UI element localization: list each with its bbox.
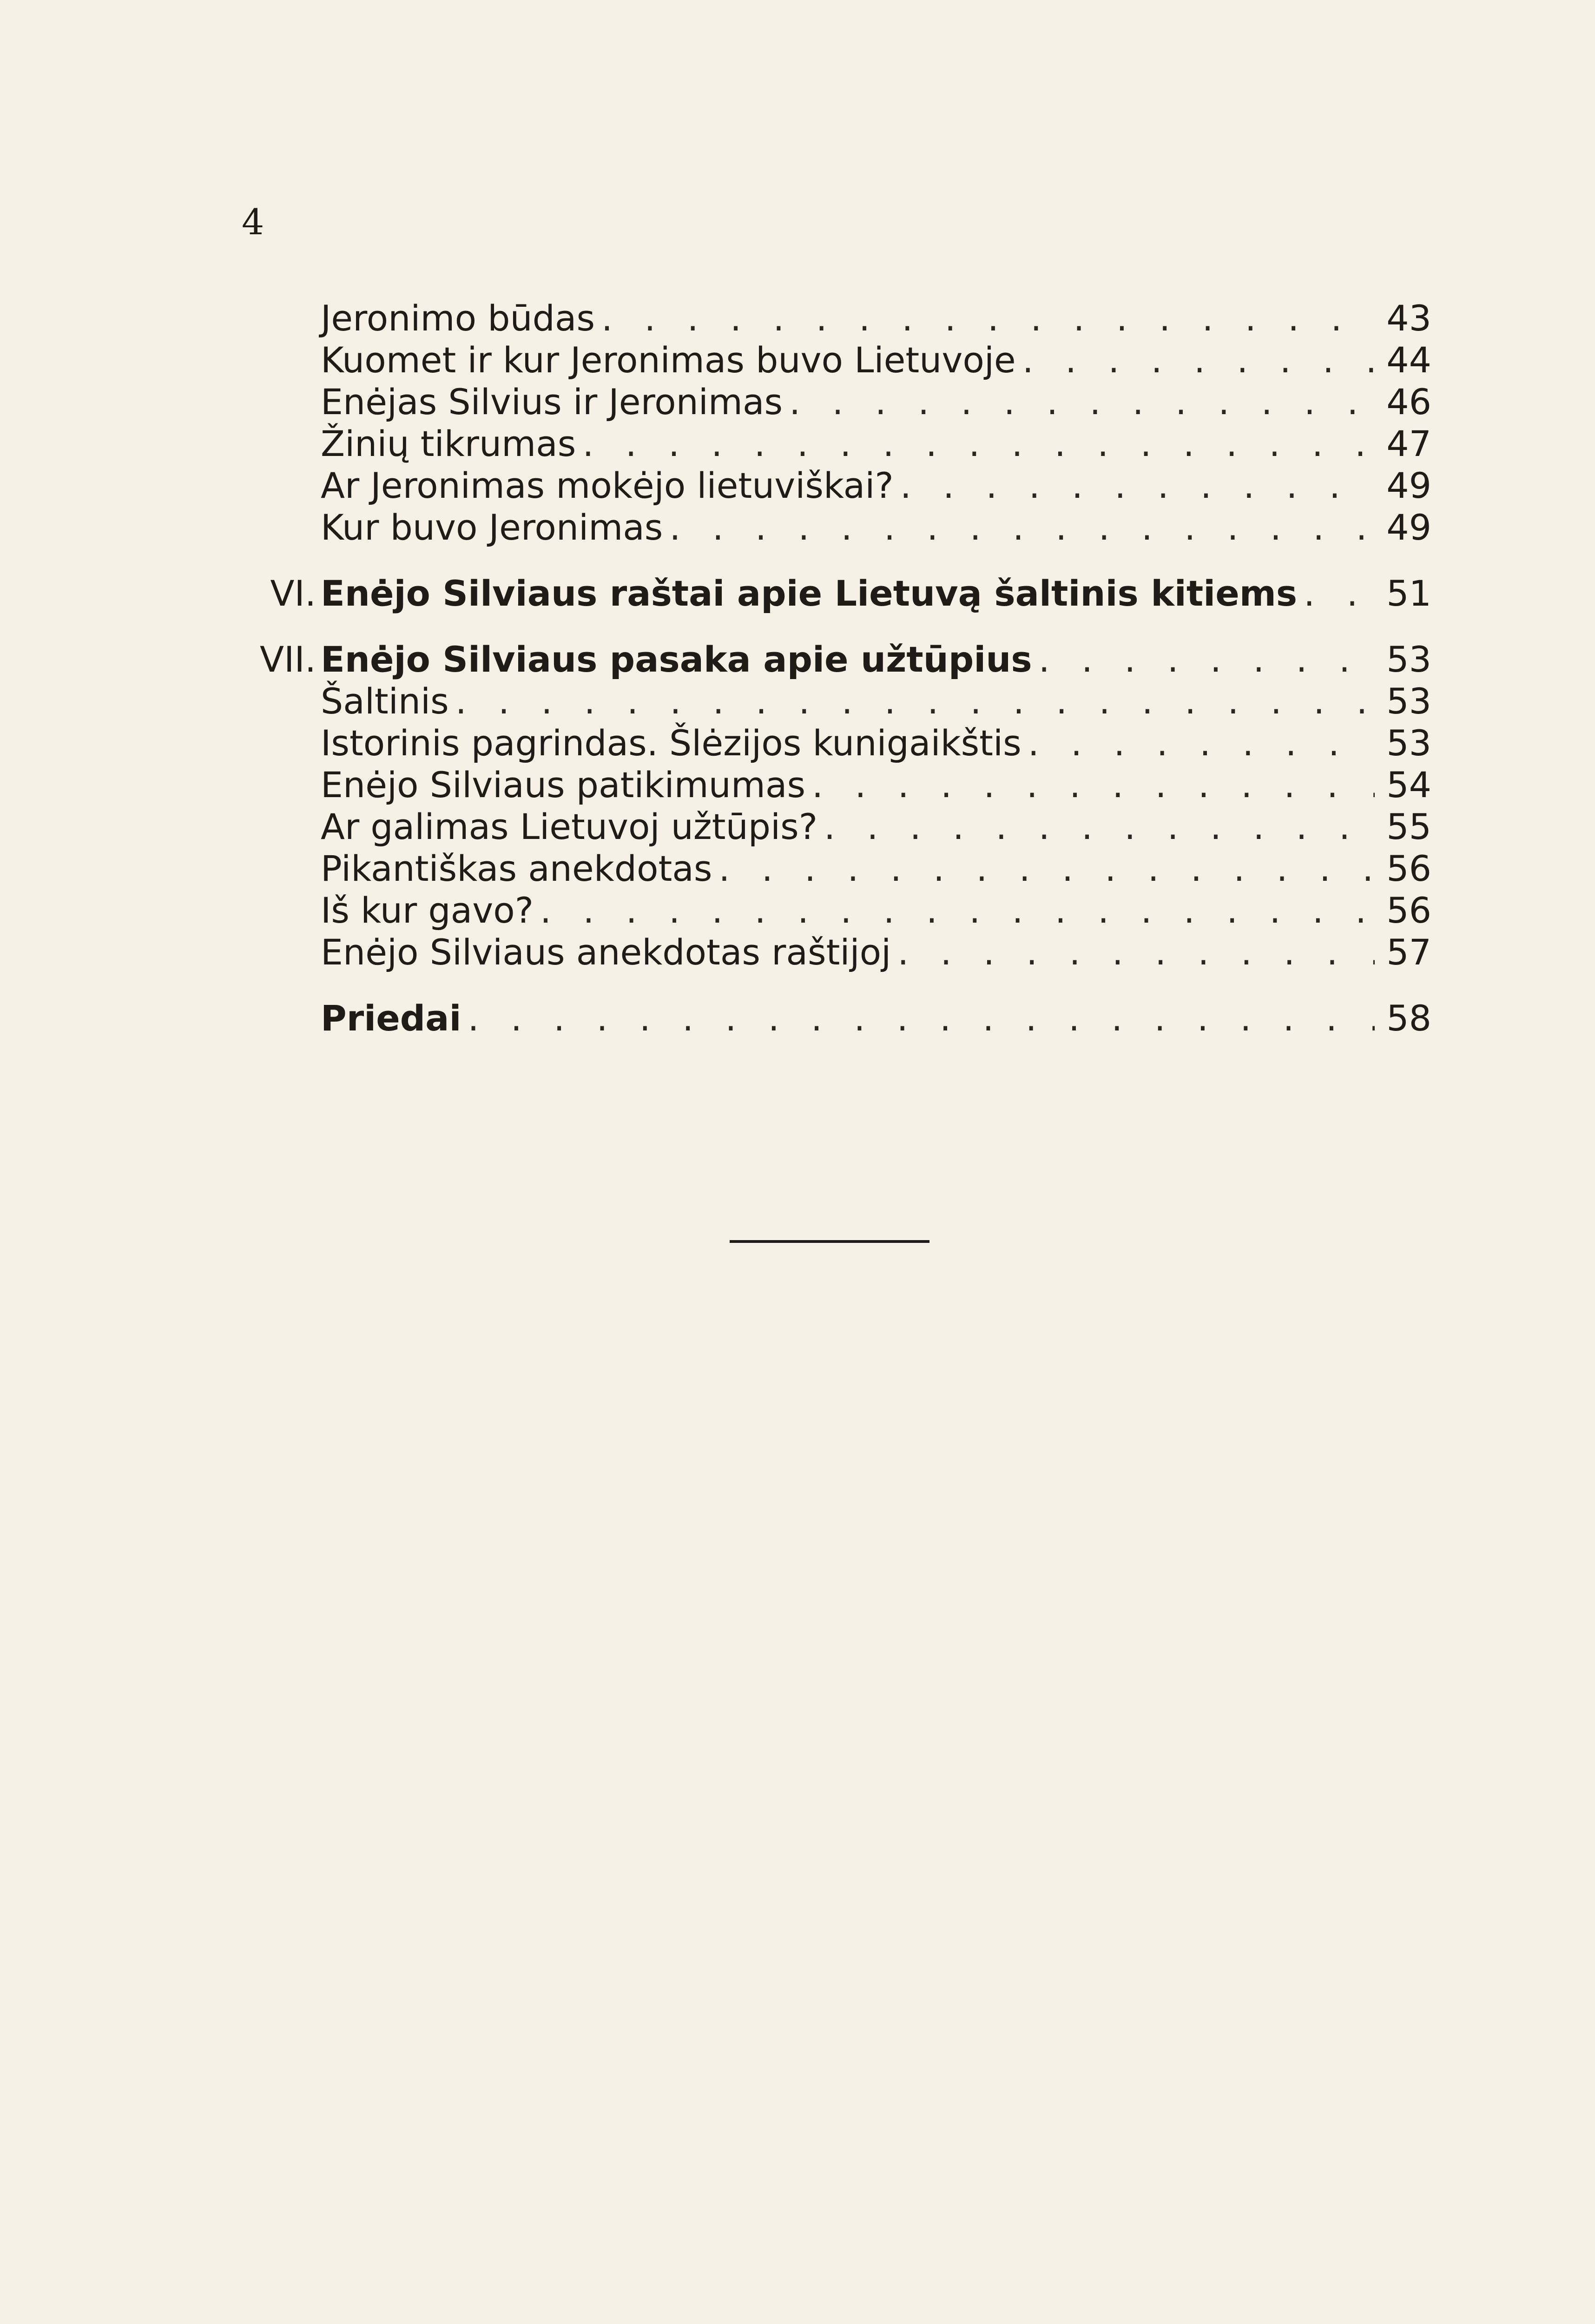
toc-entry-title: Ar Jeronimas mokėjo lietuviškai? — [321, 465, 894, 506]
dot-leader — [897, 931, 1375, 973]
toc-entry-page: 46 — [1386, 381, 1431, 423]
toc-entry-numeral: VI. — [270, 573, 316, 614]
toc-entry-page: 58 — [1386, 997, 1431, 1039]
toc-entry-numeral: VII. — [260, 639, 316, 680]
toc-appendix-entry — [232, 997, 1431, 1039]
toc-entry — [232, 423, 1431, 465]
page-number: 4 — [242, 201, 264, 243]
toc-entry — [232, 764, 1431, 806]
toc-entry — [232, 465, 1431, 507]
dot-leader — [789, 381, 1375, 423]
toc-entry — [232, 381, 1431, 423]
toc-entry-page: 53 — [1386, 722, 1431, 764]
dot-leader — [900, 465, 1375, 506]
toc-entry-title: Žinių tikrumas — [321, 423, 576, 464]
dot-leader — [718, 848, 1375, 889]
toc-chapter-entry — [232, 573, 1431, 614]
toc-entry-page: 47 — [1386, 423, 1431, 464]
toc-entry-title: Kuomet ir kur Jeronimas buvo Lietuvoje — [321, 339, 1016, 381]
toc-entry-page: 51 — [1386, 573, 1431, 614]
toc-entry-page: 53 — [1386, 680, 1431, 722]
toc-entry-page: 49 — [1386, 507, 1431, 548]
dot-leader — [582, 423, 1375, 464]
dot-leader — [455, 680, 1375, 722]
toc-entry-page: 56 — [1386, 890, 1431, 931]
toc-entry-title: Enėjo Silviaus anekdotas raštijoj — [321, 931, 891, 973]
dot-leader — [1028, 722, 1375, 764]
toc-entry — [232, 297, 1431, 339]
end-rule — [730, 1240, 929, 1243]
toc-entry-title: Enėjo Silviaus patikimumas — [321, 764, 806, 805]
toc-entry-title: Istorinis pagrindas. Šlėzijos kunigaikštis — [321, 722, 1022, 764]
toc-entry — [232, 507, 1431, 548]
toc-entry — [232, 680, 1431, 722]
dot-leader — [1022, 339, 1375, 381]
dot-leader — [1039, 639, 1375, 680]
toc-entry-page: 43 — [1386, 297, 1431, 339]
toc-entry-title: Kur buvo Jeronimas — [321, 507, 663, 548]
dot-leader — [540, 890, 1375, 931]
dot-leader — [824, 806, 1375, 847]
toc-entry-title: Jeronimo būdas — [321, 297, 595, 339]
toc-entry-title: Enėjo Silviaus pasaka apie užtūpius — [321, 639, 1032, 680]
toc-chapter-entry — [232, 639, 1431, 680]
toc-entry — [232, 848, 1431, 890]
toc-entry-page: 55 — [1386, 806, 1431, 847]
toc-entry — [232, 931, 1431, 973]
toc-entry-page: 53 — [1386, 639, 1431, 680]
toc-entry-page: 56 — [1386, 848, 1431, 889]
toc-entry — [232, 339, 1431, 381]
dot-leader — [669, 507, 1375, 548]
dot-leader — [468, 997, 1375, 1039]
dot-leader — [601, 297, 1375, 339]
toc-entry-title: Priedai — [321, 997, 461, 1039]
toc-entry-title: Enėjas Silvius ir Jeronimas — [321, 381, 783, 423]
table-of-contents — [232, 297, 1431, 1039]
toc-entry — [232, 722, 1431, 764]
toc-entry-title: Šaltinis — [321, 680, 449, 722]
toc-entry-page: 44 — [1386, 339, 1431, 381]
toc-entry-title: Enėjo Silviaus raštai apie Lietuvą šaltinis kitiems — [321, 573, 1298, 614]
toc-entry — [232, 806, 1431, 848]
dot-leader — [812, 764, 1375, 805]
toc-entry-page: 54 — [1386, 764, 1431, 805]
toc-entry-title: Ar galimas Lietuvoj užtūpis? — [321, 806, 818, 847]
toc-entry-page: 49 — [1386, 465, 1431, 506]
dot-leader — [1304, 573, 1375, 614]
toc-entry — [232, 890, 1431, 931]
toc-entry-page: 57 — [1386, 931, 1431, 973]
toc-entry-title: Iš kur gavo? — [321, 890, 534, 931]
toc-entry-title: Pikantiškas anekdotas — [321, 848, 712, 889]
